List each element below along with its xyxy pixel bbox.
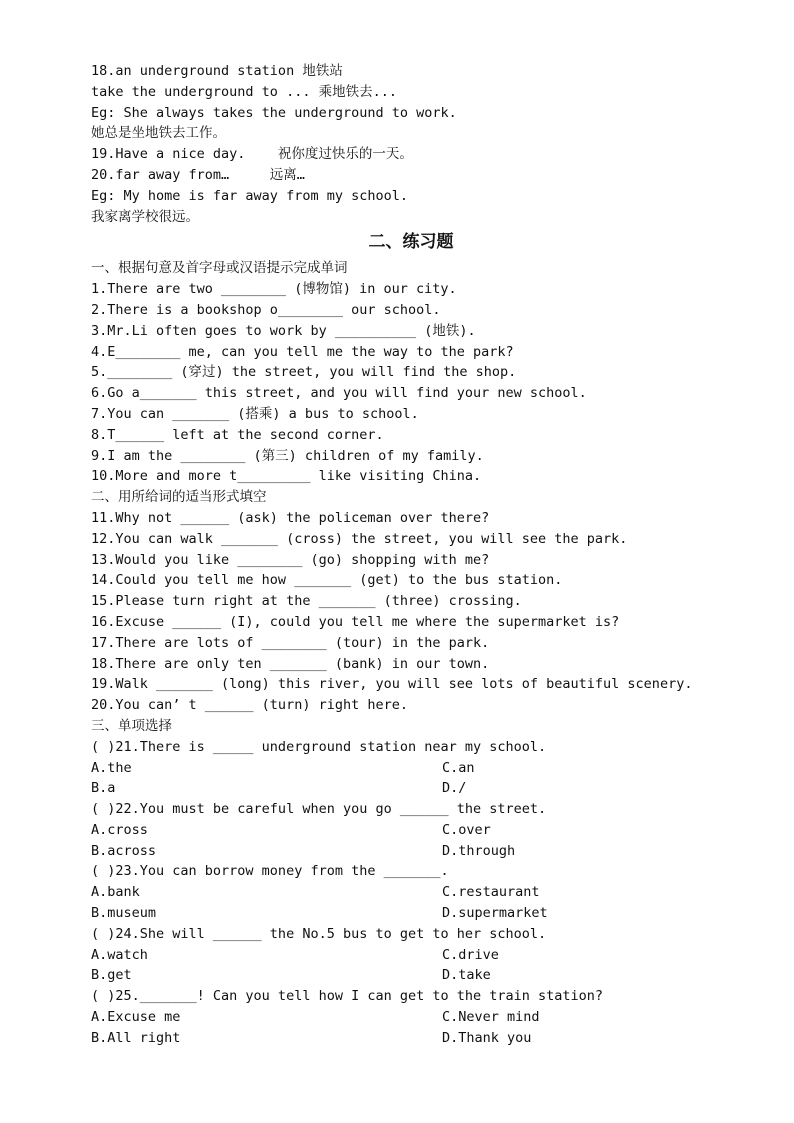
vocab-line: take the underground to ... 乘地铁去... [91, 83, 397, 100]
option-row [91, 965, 731, 986]
option-b: B.across [91, 842, 157, 859]
option-b: B.get [91, 967, 132, 984]
exercise-item: 6.Go a_______ this street, and you will find your new school. [91, 385, 587, 402]
option-d: D./ [442, 780, 467, 797]
vocab-line: 18.an underground station 地铁站 [91, 63, 343, 79]
exercise-item: 15.Please turn right at the _______ (three) crossing. [91, 593, 522, 610]
exercise-item: 20.You can’ t ______ (turn) right here. [91, 697, 408, 714]
option-row [91, 1028, 731, 1049]
exercise-item: 18.There are only ten _______ (bank) in our town. [91, 655, 490, 672]
option-c: C.Never mind [442, 1009, 540, 1026]
option-d: D.through [442, 842, 516, 859]
question-stem: ( )24.She will ______ the No.5 bus to get to her school. [91, 925, 547, 942]
exercise-item: 3.Mr.Li often goes to work by __________ (地铁). [91, 322, 476, 339]
exercise-item: 7.You can _______ (搭乘) a bus to school. [91, 405, 419, 422]
question-stem: ( )25._______! Can you tell how I can get to the train station? [91, 988, 604, 1005]
option-d: D.Thank you [442, 1029, 532, 1046]
vocab-line: 20.far away from… 远离… [91, 166, 305, 183]
option-a: A.bank [91, 884, 140, 901]
exercise-item: 13.Would you like ________ (go) shopping with me? [91, 551, 490, 568]
option-b: B.a [91, 780, 116, 797]
document-content [91, 61, 731, 1049]
option-row [91, 1007, 731, 1028]
exercise-item: 1.There are two ________ (博物馆) in our city. [91, 281, 457, 298]
section-heading: 二、用所给词的适当形式填空 [91, 489, 267, 506]
section-word-completion [91, 258, 731, 487]
exercise-item: 2.There is a bookshop o________ our school. [91, 301, 441, 318]
exercise-item: 4.E________ me, can you tell me the way to the park? [91, 343, 514, 360]
option-c: C.an [442, 759, 475, 776]
title-row [91, 227, 731, 258]
option-c: C.drive [442, 946, 499, 963]
exercise-item: 14.Could you tell me how _______ (get) to the bus station. [91, 572, 563, 589]
option-row [91, 778, 731, 799]
vocab-line: 她总是坐地铁去工作。 [91, 125, 226, 142]
exercise-item: 8.T______ left at the second corner. [91, 426, 384, 443]
option-a: A.cross [91, 821, 148, 838]
option-row [91, 841, 731, 862]
exercise-item: 5.________ (穿过) the street, you will find the shop. [91, 364, 517, 381]
option-row [91, 820, 731, 841]
exercise-item: 19.Walk _______ (long) this river, you will see lots of beautiful scenery. [91, 676, 693, 693]
vocab-line: 我家离学校很远。 [91, 208, 199, 225]
option-c: C.restaurant [442, 884, 540, 901]
option-a: A.the [91, 759, 132, 776]
vocab-notes [91, 61, 731, 227]
vocab-line: 19.Have a nice day. 祝你度过快乐的一天。 [91, 146, 413, 163]
option-c: C.over [442, 821, 491, 838]
exercise-item: 11.Why not ______ (ask) the policeman over there? [91, 509, 490, 526]
option-b: B.museum [91, 905, 157, 922]
section-multiple-choice [91, 716, 731, 1049]
question-stem: ( )22.You must be careful when you go ______ the street. [91, 801, 547, 818]
section-word-forms [91, 487, 731, 716]
exercise-item: 17.There are lots of ________ (tour) in the park. [91, 634, 490, 651]
option-row [91, 882, 731, 903]
vocab-line: Eg: My home is far away from my school. [91, 187, 408, 204]
page-title: 二、练习题 [368, 232, 454, 253]
vocab-line: Eg: She always takes the underground to work. [91, 104, 457, 121]
option-row [91, 903, 731, 924]
section-heading: 一、根据句意及首字母或汉语提示完成单词 [91, 260, 348, 277]
option-a: A.Excuse me [91, 1009, 181, 1026]
option-a: A.watch [91, 946, 148, 963]
question-stem: ( )23.You can borrow money from the _______. [91, 863, 449, 880]
section-heading: 三、单项选择 [91, 717, 172, 734]
option-b: B.All right [91, 1029, 181, 1046]
option-d: D.supermarket [442, 905, 548, 922]
exercise-item: 10.More and more t_________ like visiting China. [91, 468, 482, 485]
exercise-item: 9.I am the ________ (第三) children of my family. [91, 447, 484, 464]
option-row [91, 945, 731, 966]
exercise-item: 16.Excuse ______ (I), could you tell me where the supermarket is? [91, 613, 620, 630]
option-d: D.take [442, 967, 491, 984]
exercise-item: 12.You can walk _______ (cross) the street, you will see the park. [91, 530, 628, 547]
option-row [91, 758, 731, 779]
question-stem: ( )21.There is _____ underground station near my school. [91, 738, 547, 755]
